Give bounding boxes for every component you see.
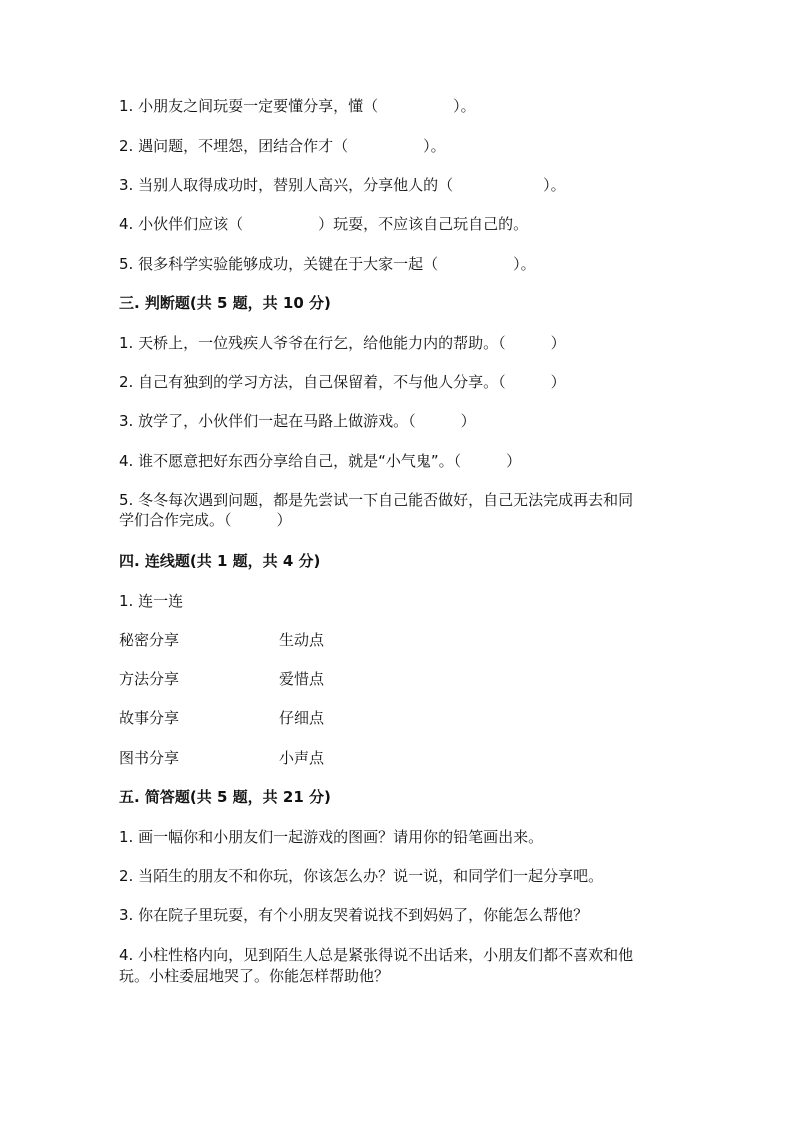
- judgement-item-2: 2. 自己有独到的学习方法，自己保留着，不与他人分享。（ ）: [119, 373, 566, 391]
- fill-blank-item-3: 3. 当别人取得成功时，替别人高兴，分享他人的（ ）。: [119, 176, 566, 194]
- fill-blank-item-2: 2. 遇问题，不埋怨，团结合作才（ ）。: [119, 137, 446, 155]
- judgement-item-1: 1. 天桥上，一位残疾人爷爷在行乞，给他能力内的帮助。（ ）: [119, 334, 566, 352]
- matching-right-item-3: 仔细点: [279, 709, 325, 727]
- section-5-title: 五. 简答题(共 5 题，共 21 分): [119, 788, 331, 806]
- matching-left-item-2: 方法分享: [119, 670, 180, 688]
- matching-left-item-1: 秘密分享: [119, 631, 180, 649]
- judgement-item-5-line-1: 5. 冬冬每次遇到问题，都是先尝试一下自己能否做好，自己无法完成再去和同: [119, 491, 634, 509]
- short-answer-item-4-line-1: 4. 小柱性格内向，见到陌生人总是紧张得说不出话来，小朋友们都不喜欢和他: [119, 946, 634, 964]
- matching-question: 1. 连一连: [119, 592, 184, 610]
- judgement-item-3: 3. 放学了，小伙伴们一起在马路上做游戏。（ ）: [119, 412, 476, 430]
- short-answer-item-3: 3. 你在院子里玩耍，有个小朋友哭着说找不到妈妈了，你能怎么帮他？: [119, 906, 589, 924]
- section-4-title: 四. 连线题(共 1 题，共 4 分): [119, 552, 321, 570]
- matching-right-item-1: 生动点: [279, 631, 325, 649]
- fill-blank-item-5: 5. 很多科学实验能够成功，关键在于大家一起（ ）。: [119, 255, 536, 273]
- judgement-item-4: 4. 谁不愿意把好东西分享给自己，就是“小气鬼”。（ ）: [119, 452, 522, 470]
- matching-right-item-4: 小声点: [279, 749, 325, 767]
- matching-right-item-2: 爱惜点: [279, 670, 325, 688]
- short-answer-item-4-line-2: 玩。小柱委屈地哭了。你能怎样帮助他？: [119, 967, 390, 985]
- fill-blank-item-4: 4. 小伙伴们应该（ ）玩耍，不应该自己玩自己的。: [119, 215, 529, 233]
- section-3-title: 三. 判断题(共 5 题，共 10 分): [119, 294, 331, 312]
- short-answer-item-1: 1. 画一幅你和小朋友们一起游戏的图画？请用你的铅笔画出来。: [119, 828, 544, 846]
- fill-blank-item-1: 1. 小朋友之间玩耍一定要懂分享，懂（ ）。: [119, 97, 476, 115]
- short-answer-item-2: 2. 当陌生的朋友不和你玩，你该怎么办？说一说，和同学们一起分享吧。: [119, 867, 604, 885]
- matching-left-item-4: 图书分享: [119, 749, 180, 767]
- matching-left-item-3: 故事分享: [119, 709, 180, 727]
- judgement-item-5-line-2: 学们合作完成。（ ）: [119, 511, 292, 529]
